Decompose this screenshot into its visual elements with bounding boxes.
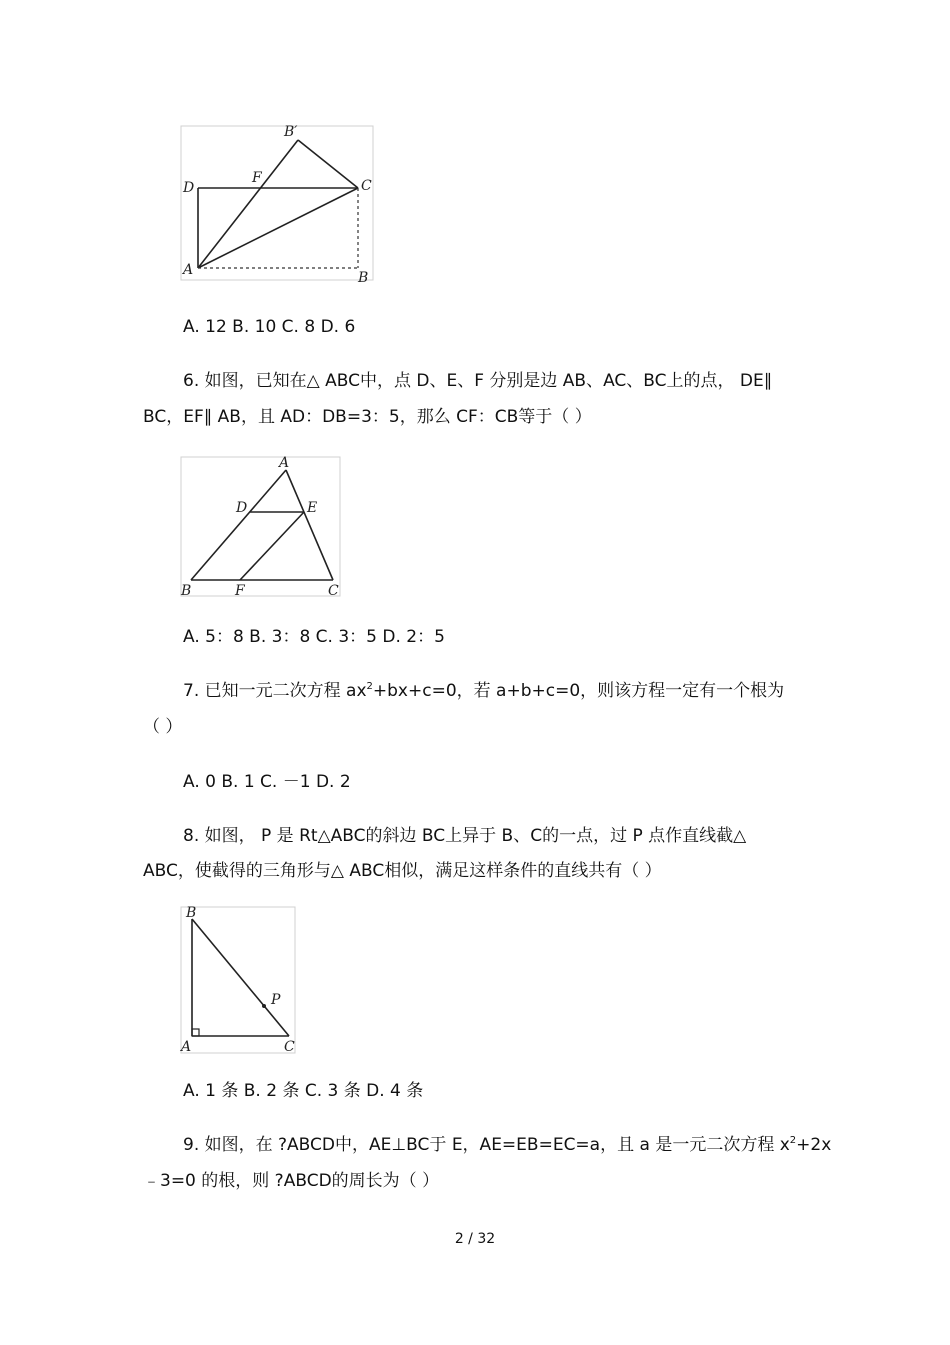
q8-label-c: C (284, 1039, 295, 1055)
q6-text-line1: 6. 如图，已知在△ ABC中，点 D、E、F 分别是边 AB、AC、BC上的点， DE∥ (183, 371, 773, 391)
q9-exponent: 2 (789, 1135, 797, 1146)
q7-text-line2: （ ） (143, 717, 183, 737)
q9-text-line1 (183, 1134, 831, 1156)
q8-options: A. 1 条 B. 2 条 C. 3 条 D. 4 条 (183, 1081, 424, 1101)
q6-label-d: D (236, 500, 248, 516)
q6-options: A. 5：8 B. 3：8 C. 3：5 D. 2：5 (183, 627, 445, 647)
q5-figure (178, 124, 378, 284)
q5-label-d: D (183, 180, 195, 196)
q8-text-line1: 8. 如图， P 是 Rt△ABC的斜边 BC上异于 B、C的一点，过 P 点作直线截△ (183, 826, 747, 846)
q7-text-line1-post: +bx+c=0，若 a+b+c=0，则该方程一定有一个根为 (372, 681, 785, 701)
q8-label-p: P (271, 992, 281, 1008)
q6-text-line2: BC，EF∥ AB，且 AD：DB=3：5，那么 CF：CB等于（ ） (143, 407, 592, 427)
q5-options: A. 12 B. 10 C. 8 D. 6 (183, 317, 356, 337)
q8-text-line2: ABC，使截得的三角形与△ ABC相似，满足这样条件的直线共有（ ） (143, 861, 662, 881)
q6-label-f: F (235, 583, 245, 599)
q8-label-b: B (186, 905, 197, 921)
q7-exponent: 2 (366, 681, 373, 692)
q6-figure (178, 455, 344, 600)
q6-label-c: C (328, 583, 339, 599)
q5-label-b: B (358, 270, 369, 284)
q5-label-a: A (183, 262, 194, 278)
q7-text-line1-pre: 7. 已知一元二次方程 ax (183, 681, 367, 701)
q7-text-line1 (183, 680, 784, 702)
q9-text-line1-pre: 9. 如图，在 ?ABCD中，AE⊥BC于 E，AE=EB=EC=a，且 a 是一元二次方程 x (183, 1135, 790, 1155)
q9-text-line2: ﹣3=0 的根，则 ?ABCD的周长为（ ） (143, 1171, 440, 1191)
q8-figure (178, 905, 298, 1057)
q6-label-e: E (307, 500, 318, 516)
q6-label-a: A (279, 455, 290, 471)
q6-label-b: B (181, 583, 192, 599)
q5-label-bprime: B′ (284, 124, 298, 140)
q5-label-f: F (252, 170, 262, 186)
q7-options: A. 0 B. 1 C. －1 D. 2 (183, 772, 351, 792)
q5-label-c: C (361, 178, 372, 194)
page-number: 2 / 32 (454, 1231, 496, 1247)
q9-text-line1-post: +2x (796, 1135, 832, 1155)
q8-label-a: A (181, 1039, 192, 1055)
